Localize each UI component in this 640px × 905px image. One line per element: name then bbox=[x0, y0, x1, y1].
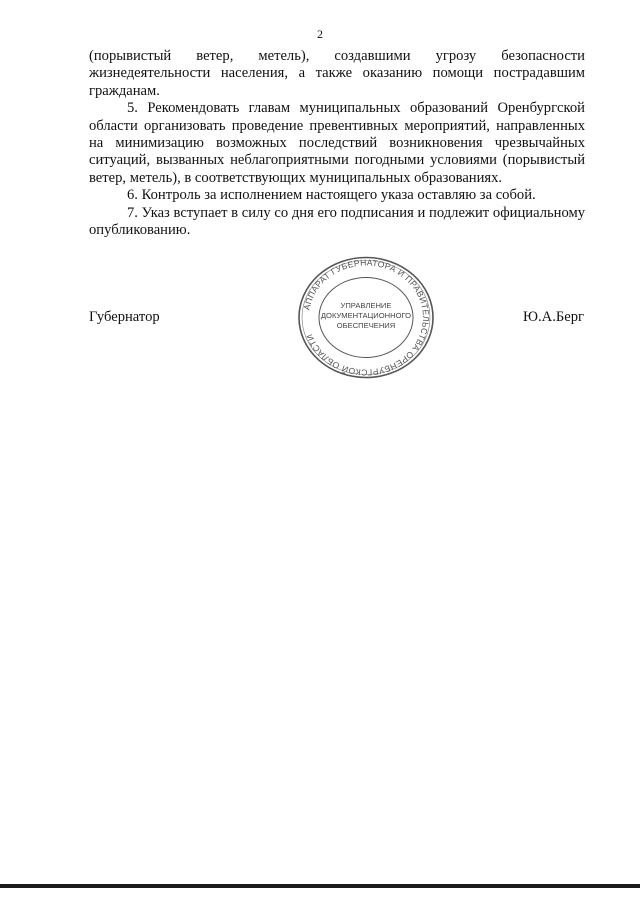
stamp-center-line-2: ДОКУМЕНТАЦИОННОГО bbox=[320, 311, 412, 320]
bottom-rule bbox=[0, 884, 640, 888]
signature-position: Губернатор bbox=[89, 309, 160, 325]
signature-name: Ю.А.Берг bbox=[523, 309, 584, 325]
stamp-ring-text: АППАРАТ ГУБЕРНАТОРА И ПРАВИТЕЛЬСТВА ОРЕНБУРГСКОЙ ОБЛАСТИ bbox=[301, 257, 432, 378]
paragraph-continuation: (порывистый ветер, метель), создавшими угрозу безопасности жизнедеятельности населения, а также оказанию помощи пострадавшим гражданам. bbox=[89, 48, 585, 99]
page-number: 2 bbox=[317, 27, 323, 41]
official-seal-stamp bbox=[296, 255, 436, 380]
stamp-center-line-3: ОБЕСПЕЧЕНИЯ bbox=[336, 321, 396, 330]
paragraph-item-7: 7. Указ вступает в силу со дня его подписания и подлежит официальному опубликованию. bbox=[89, 204, 585, 239]
paragraph-item-5: 5. Рекомендовать главам муниципальных образований Оренбургской области организовать проведение превентивных мероприятий, направленных на минимизацию возможных последствий возникновения чрезвычайных ситуаций, вызванных неблагоприятными погодными условиями (порывистый ветер, метель), в соответствующих муниципальных образованиях. bbox=[89, 100, 585, 186]
document-body bbox=[89, 48, 585, 239]
paragraph-item-6: 6. Контроль за исполнением настоящего указа оставляю за собой. bbox=[127, 187, 536, 204]
stamp-center-line-1: УПРАВЛЕНИЕ bbox=[340, 301, 392, 310]
